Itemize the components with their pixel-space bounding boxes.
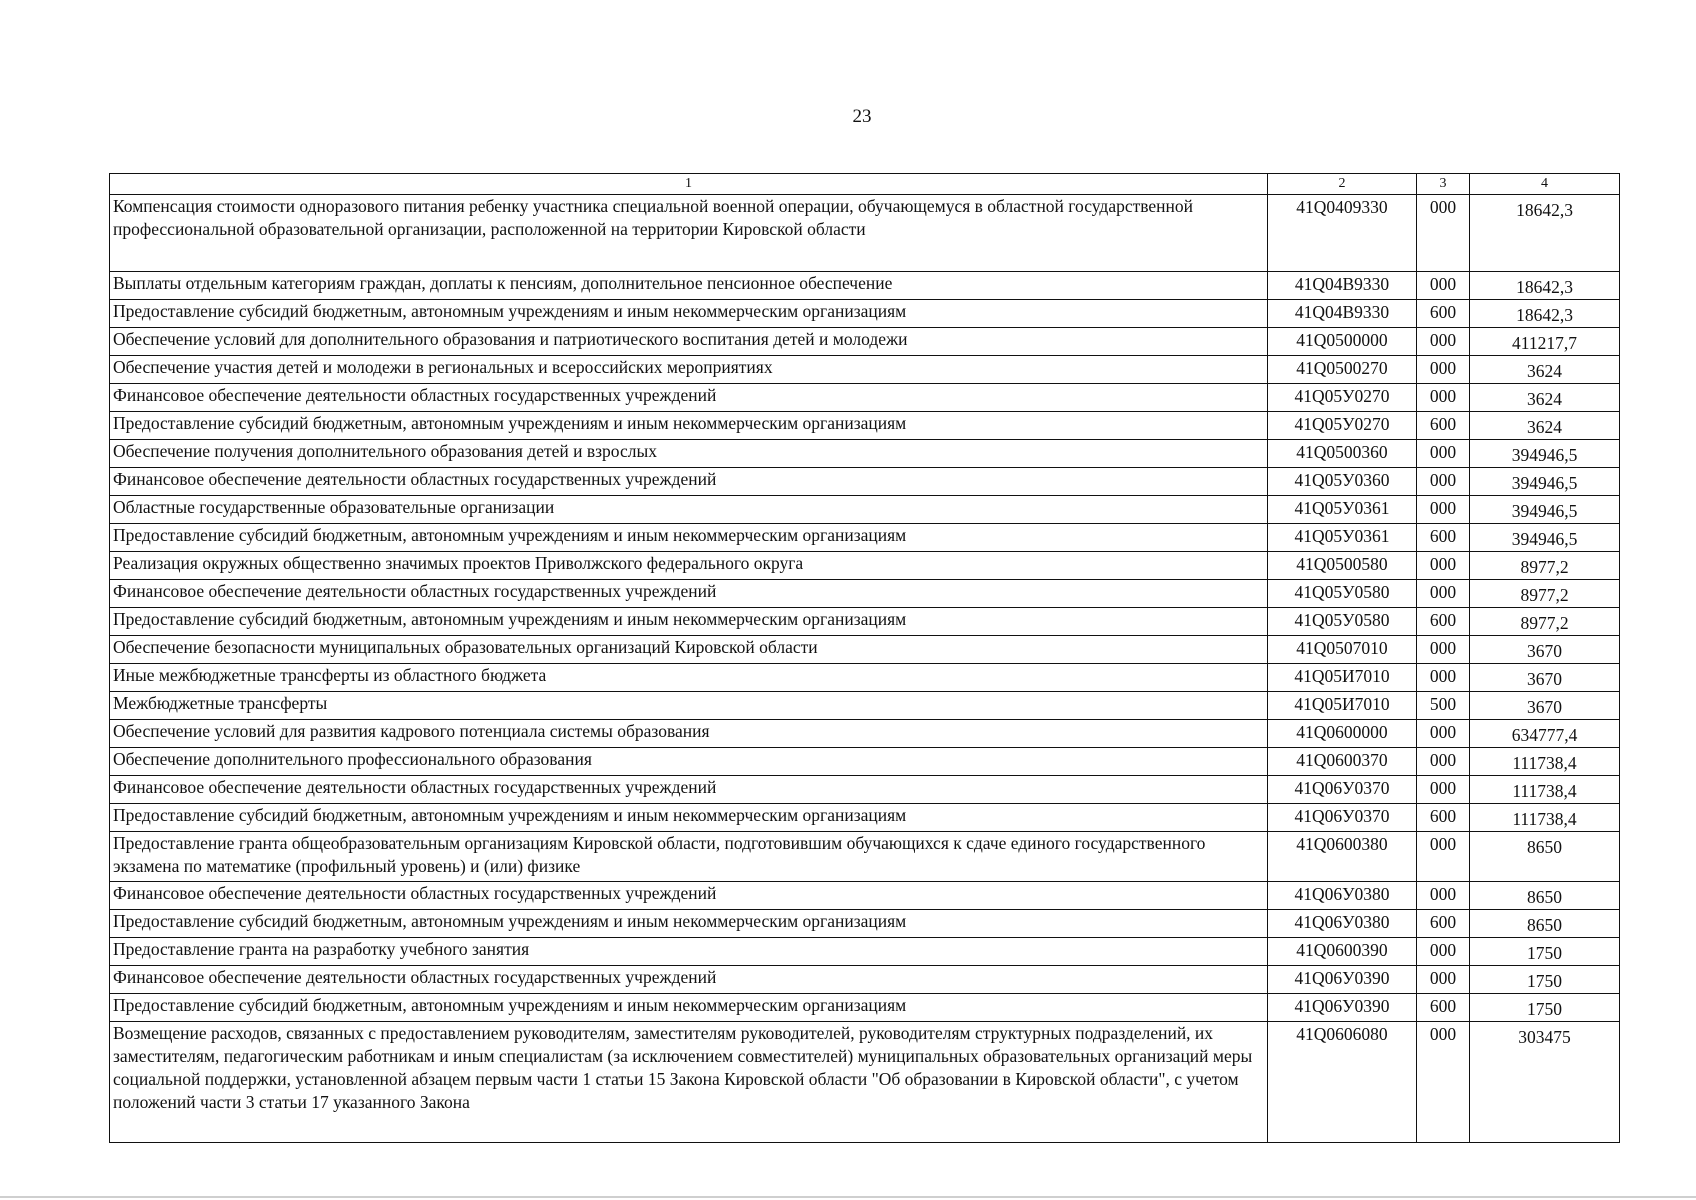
table-row bbox=[110, 882, 1620, 910]
row-name: Обеспечение участия детей и молодежи в региональных и всероссийских мероприятиях bbox=[110, 356, 1268, 384]
row-name: Возмещение расходов, связанных с предоставлением руководителям, заместителям руководителей, руководителям структурных подразделений, их заместителям, педагогическим работникам и иным специалистам (за исключением совместителей) муниципальных образовательных организаций меры социальной поддержки, установленной абзацем первым части 1 статьи 15 Закона Кировской области "Об образовании в Кировской области", с учетом положений части 3 статьи 17 указанного Закона bbox=[110, 1022, 1268, 1143]
row-name: Выплаты отдельным категориям граждан, доплаты к пенсиям, дополнительное пенсионное обеспечение bbox=[110, 272, 1268, 300]
row-name: Реализация окружных общественно значимых проектов Приволжского федерального округа bbox=[110, 552, 1268, 580]
row-name: Предоставление субсидий бюджетным, автономным учреждениям и иным некоммерческим организациям bbox=[110, 994, 1268, 1022]
row-amount: 1750 bbox=[1470, 994, 1620, 1022]
row-amount: 394946,5 bbox=[1470, 468, 1620, 496]
row-expense-type: 000 bbox=[1417, 938, 1470, 966]
row-code: 41Q0606080 bbox=[1268, 1022, 1417, 1143]
row-amount: 3670 bbox=[1470, 692, 1620, 720]
row-code: 41Q06У0380 bbox=[1268, 882, 1417, 910]
row-code: 41Q05У0270 bbox=[1268, 384, 1417, 412]
row-amount: 18642,3 bbox=[1470, 300, 1620, 328]
row-expense-type: 000 bbox=[1417, 496, 1470, 524]
row-name: Обеспечение безопасности муниципальных образовательных организаций Кировской области bbox=[110, 636, 1268, 664]
row-code: 41Q05У0361 bbox=[1268, 524, 1417, 552]
row-expense-type: 000 bbox=[1417, 552, 1470, 580]
row-expense-type: 600 bbox=[1417, 994, 1470, 1022]
table-row bbox=[110, 496, 1620, 524]
row-code: 41Q05И7010 bbox=[1268, 692, 1417, 720]
row-expense-type: 000 bbox=[1417, 356, 1470, 384]
row-name: Предоставление субсидий бюджетным, автономным учреждениям и иным некоммерческим организациям bbox=[110, 608, 1268, 636]
table-row bbox=[110, 966, 1620, 994]
row-code: 41Q06У0370 bbox=[1268, 804, 1417, 832]
row-name: Обеспечение условий для развития кадрового потенциала системы образования bbox=[110, 720, 1268, 748]
row-name: Финансовое обеспечение деятельности областных государственных учреждений bbox=[110, 966, 1268, 994]
row-expense-type: 000 bbox=[1417, 636, 1470, 664]
table-row bbox=[110, 440, 1620, 468]
row-expense-type: 000 bbox=[1417, 195, 1470, 272]
row-amount: 3624 bbox=[1470, 384, 1620, 412]
row-name: Финансовое обеспечение деятельности областных государственных учреждений bbox=[110, 384, 1268, 412]
row-amount: 111738,4 bbox=[1470, 804, 1620, 832]
row-expense-type: 000 bbox=[1417, 272, 1470, 300]
row-name: Финансовое обеспечение деятельности областных государственных учреждений bbox=[110, 580, 1268, 608]
row-code: 41Q0500000 bbox=[1268, 328, 1417, 356]
row-name: Финансовое обеспечение деятельности областных государственных учреждений bbox=[110, 776, 1268, 804]
table-row bbox=[110, 300, 1620, 328]
row-code: 41Q0500360 bbox=[1268, 440, 1417, 468]
row-code: 41Q0600370 bbox=[1268, 748, 1417, 776]
row-expense-type: 000 bbox=[1417, 1022, 1470, 1143]
row-code: 41Q04B9330 bbox=[1268, 300, 1417, 328]
row-name: Предоставление гранта на разработку учебного занятия bbox=[110, 938, 1268, 966]
table-row bbox=[110, 328, 1620, 356]
row-code: 41Q0409330 bbox=[1268, 195, 1417, 272]
row-amount: 8650 bbox=[1470, 910, 1620, 938]
row-expense-type: 000 bbox=[1417, 664, 1470, 692]
table-row bbox=[110, 356, 1620, 384]
row-expense-type: 500 bbox=[1417, 692, 1470, 720]
table-row bbox=[110, 384, 1620, 412]
table-row bbox=[110, 720, 1620, 748]
table-row bbox=[110, 272, 1620, 300]
row-name: Обеспечение дополнительного профессионального образования bbox=[110, 748, 1268, 776]
row-expense-type: 000 bbox=[1417, 580, 1470, 608]
table-row bbox=[110, 412, 1620, 440]
row-expense-type: 000 bbox=[1417, 832, 1470, 882]
row-code: 41Q06У0380 bbox=[1268, 910, 1417, 938]
row-name: Предоставление субсидий бюджетным, автономным учреждениям и иным некоммерческим организациям bbox=[110, 804, 1268, 832]
row-expense-type: 000 bbox=[1417, 966, 1470, 994]
row-amount: 8650 bbox=[1470, 832, 1620, 882]
row-amount: 8977,2 bbox=[1470, 580, 1620, 608]
header-col-1: 1 bbox=[110, 174, 1268, 195]
table-header-row bbox=[110, 174, 1620, 195]
row-amount: 394946,5 bbox=[1470, 440, 1620, 468]
row-name: Предоставление субсидий бюджетным, автономным учреждениям и иным некоммерческим организациям bbox=[110, 910, 1268, 938]
row-amount: 111738,4 bbox=[1470, 748, 1620, 776]
row-name: Областные государственные образовательные организации bbox=[110, 496, 1268, 524]
row-name: Финансовое обеспечение деятельности областных государственных учреждений bbox=[110, 468, 1268, 496]
row-name: Предоставление субсидий бюджетным, автономным учреждениям и иным некоммерческим организациям bbox=[110, 412, 1268, 440]
row-code: 41Q05У0361 bbox=[1268, 496, 1417, 524]
row-name: Предоставление гранта общеобразовательным организациям Кировской области, подготовившим обучающихся к сдаче единого государственного экзамена по математике (профильный уровень) и (или) физике bbox=[110, 832, 1268, 882]
row-code: 41Q06У0390 bbox=[1268, 994, 1417, 1022]
row-amount: 3624 bbox=[1470, 412, 1620, 440]
row-code: 41Q06У0390 bbox=[1268, 966, 1417, 994]
row-expense-type: 000 bbox=[1417, 440, 1470, 468]
row-name: Иные межбюджетные трансферты из областного бюджета bbox=[110, 664, 1268, 692]
header-col-2: 2 bbox=[1268, 174, 1417, 195]
scan-edge-line bbox=[0, 1196, 1696, 1198]
table-row bbox=[110, 608, 1620, 636]
row-amount: 634777,4 bbox=[1470, 720, 1620, 748]
row-amount: 8650 bbox=[1470, 882, 1620, 910]
row-amount: 111738,4 bbox=[1470, 776, 1620, 804]
row-code: 41Q0500270 bbox=[1268, 356, 1417, 384]
row-expense-type: 600 bbox=[1417, 608, 1470, 636]
row-name: Обеспечение получения дополнительного образования детей и взрослых bbox=[110, 440, 1268, 468]
header-col-4: 4 bbox=[1470, 174, 1620, 195]
row-amount: 394946,5 bbox=[1470, 524, 1620, 552]
row-code: 41Q05У0580 bbox=[1268, 580, 1417, 608]
row-expense-type: 600 bbox=[1417, 524, 1470, 552]
row-amount: 411217,7 bbox=[1470, 328, 1620, 356]
budget-table bbox=[109, 173, 1620, 1143]
row-code: 41Q0507010 bbox=[1268, 636, 1417, 664]
row-name: Финансовое обеспечение деятельности областных государственных учреждений bbox=[110, 882, 1268, 910]
row-name: Обеспечение условий для дополнительного образования и патриотического воспитания детей и молодежи bbox=[110, 328, 1268, 356]
table-row bbox=[110, 692, 1620, 720]
row-name: Предоставление субсидий бюджетным, автономным учреждениям и иным некоммерческим организациям bbox=[110, 524, 1268, 552]
row-code: 41Q05И7010 bbox=[1268, 664, 1417, 692]
row-amount: 8977,2 bbox=[1470, 608, 1620, 636]
row-amount: 394946,5 bbox=[1470, 496, 1620, 524]
row-name: Межбюджетные трансферты bbox=[110, 692, 1268, 720]
table-row bbox=[110, 195, 1620, 272]
row-code: 41Q0500580 bbox=[1268, 552, 1417, 580]
header-col-3: 3 bbox=[1417, 174, 1470, 195]
row-amount: 8977,2 bbox=[1470, 552, 1620, 580]
row-expense-type: 600 bbox=[1417, 412, 1470, 440]
table-row bbox=[110, 664, 1620, 692]
row-code: 41Q06У0370 bbox=[1268, 776, 1417, 804]
row-amount: 1750 bbox=[1470, 938, 1620, 966]
row-name: Компенсация стоимости одноразового питания ребенку участника специальной военной операции, обучающемуся в областной государственной профессиональной образовательной организации, расположенной на территории Кировской области bbox=[110, 195, 1268, 272]
row-expense-type: 000 bbox=[1417, 720, 1470, 748]
row-amount: 1750 bbox=[1470, 966, 1620, 994]
table-row bbox=[110, 524, 1620, 552]
row-expense-type: 000 bbox=[1417, 748, 1470, 776]
table-row bbox=[110, 580, 1620, 608]
row-expense-type: 000 bbox=[1417, 776, 1470, 804]
table-row bbox=[110, 804, 1620, 832]
row-expense-type: 000 bbox=[1417, 328, 1470, 356]
row-code: 41Q04B9330 bbox=[1268, 272, 1417, 300]
row-expense-type: 600 bbox=[1417, 300, 1470, 328]
row-code: 41Q05У0360 bbox=[1268, 468, 1417, 496]
row-amount: 3670 bbox=[1470, 636, 1620, 664]
table-row bbox=[110, 938, 1620, 966]
row-amount: 303475 bbox=[1470, 1022, 1620, 1143]
row-code: 41Q0600390 bbox=[1268, 938, 1417, 966]
table-row bbox=[110, 776, 1620, 804]
row-name: Предоставление субсидий бюджетным, автономным учреждениям и иным некоммерческим организациям bbox=[110, 300, 1268, 328]
row-amount: 3670 bbox=[1470, 664, 1620, 692]
row-expense-type: 600 bbox=[1417, 910, 1470, 938]
row-expense-type: 000 bbox=[1417, 882, 1470, 910]
table-row bbox=[110, 468, 1620, 496]
table-row bbox=[110, 636, 1620, 664]
table-row bbox=[110, 748, 1620, 776]
row-expense-type: 600 bbox=[1417, 804, 1470, 832]
row-amount: 18642,3 bbox=[1470, 272, 1620, 300]
row-code: 41Q0600380 bbox=[1268, 832, 1417, 882]
table-row bbox=[110, 1022, 1620, 1143]
table-row bbox=[110, 832, 1620, 882]
page-number: 23 bbox=[852, 106, 872, 127]
table-row bbox=[110, 910, 1620, 938]
row-amount: 18642,3 bbox=[1470, 195, 1620, 272]
row-expense-type: 000 bbox=[1417, 384, 1470, 412]
row-expense-type: 000 bbox=[1417, 468, 1470, 496]
table-row bbox=[110, 994, 1620, 1022]
row-amount: 3624 bbox=[1470, 356, 1620, 384]
row-code: 41Q05У0270 bbox=[1268, 412, 1417, 440]
table-row bbox=[110, 552, 1620, 580]
row-code: 41Q0600000 bbox=[1268, 720, 1417, 748]
row-code: 41Q05У0580 bbox=[1268, 608, 1417, 636]
